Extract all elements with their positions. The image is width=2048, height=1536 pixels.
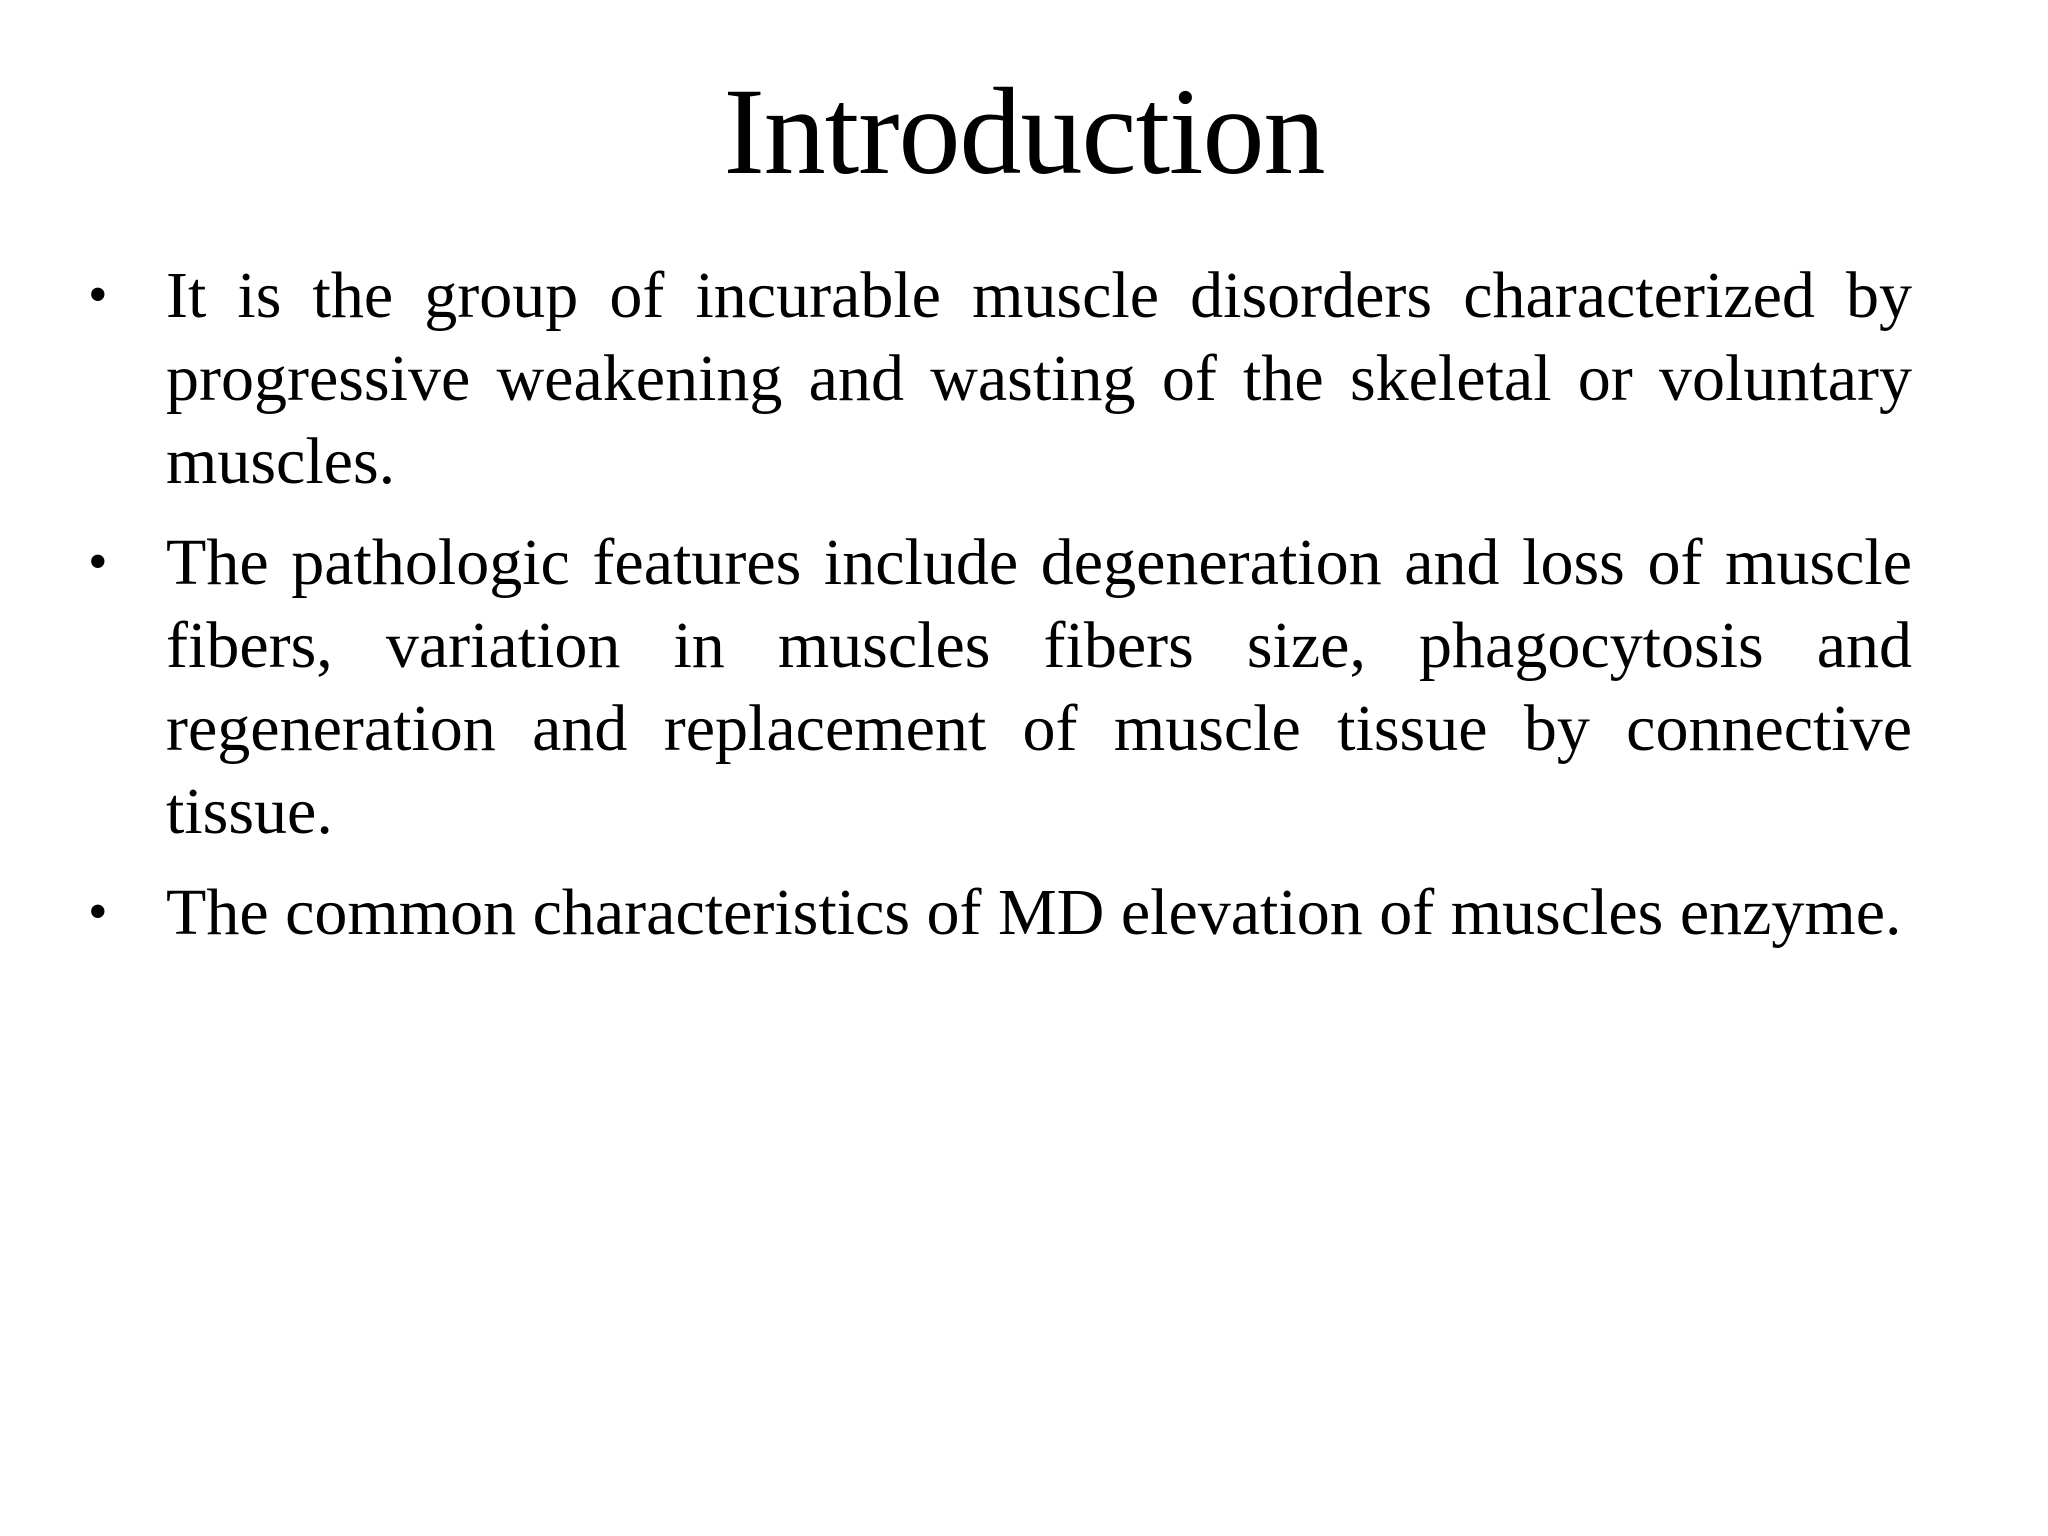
bullet-text: The common characteristics of MD elevation of muscles enzyme. bbox=[166, 876, 1902, 949]
bullet-icon: • bbox=[88, 264, 108, 326]
bullet-item bbox=[82, 871, 1912, 954]
bullet-text: It is the group of incurable muscle disorders characterized by progressive weakening and wasting of the skeletal or voluntary muscles. bbox=[166, 259, 1912, 498]
slide-title: Introduction bbox=[723, 63, 1325, 200]
bullet-item bbox=[82, 521, 1912, 853]
bullet-icon: • bbox=[88, 531, 108, 593]
bullet-list bbox=[82, 254, 1912, 972]
bullet-text: The pathologic features include degeneration and loss of muscle fibers, variation in muscles fibers size, phagocytosis and regeneration and replacement of muscle tissue by connective tissue. bbox=[166, 526, 1912, 848]
bullet-icon: • bbox=[88, 881, 108, 943]
bullet-item bbox=[82, 254, 1912, 503]
